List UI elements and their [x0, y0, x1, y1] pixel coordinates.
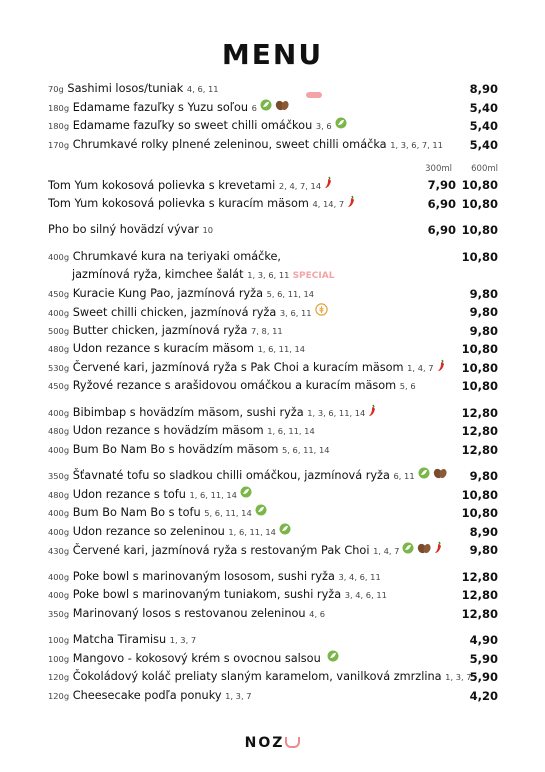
item-price: 5,90 — [469, 670, 498, 684]
item-price: 12,80 — [461, 569, 498, 584]
item-price-small: 6,90 — [427, 196, 456, 211]
item-price: 10,80 — [461, 379, 498, 393]
size-header-large: 600ml — [471, 164, 498, 174]
item-weight: 400g — [48, 590, 70, 600]
item-allergens: 1, 3, 7 — [225, 690, 252, 701]
item-name: Mangovo - kokosový krém s ovocnou salsou — [69, 651, 325, 665]
item-name: Šťavnaté tofu so sladkou chilli omáčkou, jazmínová ryža — [69, 469, 394, 483]
item-weight: 480g — [48, 489, 70, 500]
menu-item — [48, 340, 498, 359]
seed-icon — [417, 542, 431, 561]
menu-item — [48, 221, 498, 240]
item-weight: 180g — [48, 121, 70, 132]
item-price: 10,80 — [461, 178, 498, 192]
menu-list — [48, 80, 498, 705]
item-name: Bum Bo Nam Bo s hovädzím mäsom — [69, 442, 282, 456]
item-price: 10,80 — [461, 342, 498, 356]
chili-icon — [368, 404, 377, 424]
item-name: Pho bo silný hovädzí vývar — [48, 223, 203, 236]
item-weight: 400g — [48, 251, 70, 262]
item-price: 12,80 — [461, 588, 498, 602]
item-weight: 400g — [48, 307, 70, 318]
item-name: Udon rezance s kuracím mäsom — [69, 342, 258, 355]
item-price: 4,20 — [469, 688, 498, 703]
item-name: Tom Yum kokosová polievka s kuracím mäsom — [48, 197, 313, 211]
menu-item — [48, 467, 498, 486]
item-name: Tom Yum kokosová polievka s krevetami — [48, 178, 279, 192]
item-price: 10,80 — [461, 506, 498, 520]
item-name: Ryžové rezance s arašidovou omáčkou a kuracím mäsom — [69, 379, 400, 392]
menu-item — [48, 195, 498, 214]
item-weight: 430g — [48, 545, 70, 556]
item-weight: 70g — [48, 84, 64, 94]
item-allergens: 5, 6 — [399, 381, 416, 391]
item-price: 12,80 — [461, 405, 498, 420]
leaf-icon — [327, 650, 339, 669]
item-weight: 400g — [48, 508, 70, 519]
item-allergens: 4, 6 — [309, 608, 326, 619]
item-weight: 180g — [48, 102, 70, 113]
item-weight: 100g — [48, 635, 70, 645]
item-weight: 480g — [48, 426, 70, 436]
item-price: 10,80 — [461, 196, 498, 211]
menu-item — [48, 441, 498, 460]
item-allergens: 6 — [251, 102, 257, 113]
size-header-small: 300ml — [425, 164, 452, 174]
item-allergens: 1, 6, 11, 14 — [189, 489, 237, 500]
item-name: Matcha Tiramisu — [69, 633, 170, 646]
item-name: Edamame fazuľky so sweet chilli omáčkou — [69, 119, 316, 133]
menu-item — [48, 359, 498, 378]
item-weight: 450g — [48, 288, 70, 299]
item-weight: 120g — [48, 690, 70, 701]
item-price: 5,90 — [469, 651, 498, 666]
item-price: 8,90 — [469, 82, 498, 96]
item-allergens: 6, 11 — [393, 471, 415, 482]
menu-item — [48, 650, 498, 669]
item-price-small: 6,90 — [427, 223, 456, 237]
item-weight: 530g — [48, 363, 70, 374]
item-name: Marinovaný losos s restovanou zeleninou — [69, 606, 310, 620]
menu-item — [48, 668, 498, 687]
item-weight: 480g — [48, 344, 70, 354]
item-allergens: 4, 6, 11 — [186, 84, 219, 94]
leaf-icon — [279, 523, 291, 542]
item-price: 10,80 — [461, 360, 498, 375]
menu-item — [48, 117, 498, 136]
menu-item — [48, 586, 498, 605]
item-allergens: 1, 4, 7 — [373, 545, 400, 556]
item-name: Červené kari, jazmínová ryža s restovaným Pak Choi — [69, 543, 374, 557]
item-allergens: 1, 4, 7 — [407, 363, 434, 374]
item-price: 8,90 — [469, 524, 498, 539]
item-name: Udon rezance s tofu — [69, 487, 190, 501]
item-weight: 500g — [48, 325, 70, 336]
item-weight: 450g — [48, 381, 70, 391]
chili-icon — [434, 541, 443, 561]
item-price: 9,80 — [469, 323, 498, 338]
menu-item — [48, 404, 498, 423]
item-price: 5,40 — [469, 100, 498, 115]
leaf-icon — [255, 504, 267, 523]
item-weight: 400g — [48, 526, 70, 537]
leaf-icon — [402, 542, 414, 561]
item-name: Udon rezance so zeleninou — [69, 524, 229, 538]
menu-title-text: MENU — [221, 38, 324, 71]
item-price: 10,80 — [461, 223, 498, 237]
chili-icon — [324, 176, 333, 196]
leaf-icon — [240, 486, 252, 505]
item-allergens: 1, 6, 11, 14 — [257, 344, 306, 354]
menu-item — [48, 377, 498, 396]
item-name: Chrumkavé rolky plnené zeleninou, sweet chilli omáčka — [69, 137, 391, 151]
item-name: jazmínová ryža, kimchee šalát — [72, 268, 248, 281]
item-name: Cheesecake podľa ponuky — [69, 688, 226, 702]
menu-item — [48, 486, 498, 505]
menu-item — [48, 164, 498, 195]
menu-item — [48, 422, 498, 441]
item-price: 9,80 — [469, 543, 498, 557]
item-price: 9,80 — [469, 305, 498, 319]
gluten-free-icon — [315, 303, 328, 323]
item-allergens: 1, 3, 7 — [445, 672, 472, 682]
item-name: Udon rezance s hovädzím mäsom — [69, 424, 268, 437]
item-name: Červené kari, jazmínová ryža s Pak Choi a kuracím mäsom — [69, 361, 408, 375]
item-weight: 400g — [48, 408, 70, 419]
item-price: 4,90 — [469, 633, 498, 647]
item-allergens: 1, 3, 6, 11, 14 — [307, 408, 366, 419]
item-allergens: 3, 4, 6, 11 — [338, 571, 381, 582]
item-allergens: 5, 6, 11, 14 — [204, 508, 252, 519]
item-allergens: 4, 14, 7 — [312, 199, 345, 210]
item-price-small: 7,90 — [427, 178, 456, 192]
item-weight: 400g — [48, 444, 70, 455]
logo-u-mark — [285, 737, 300, 748]
item-price: 10,80 — [461, 487, 498, 502]
item-allergens: 7, 8, 11 — [251, 325, 283, 336]
menu-item — [48, 248, 498, 267]
chili-icon — [347, 195, 356, 215]
item-weight: 170g — [48, 139, 70, 150]
menu-item — [48, 99, 498, 118]
menu-item — [48, 541, 498, 560]
menu-item — [48, 568, 498, 587]
menu-item — [48, 136, 498, 155]
special-badge: SPECIAL — [289, 271, 335, 281]
chili-icon — [437, 359, 446, 379]
menu-item — [48, 266, 498, 285]
item-price: 12,80 — [461, 424, 498, 438]
item-name: Bibimbap s hovädzím mäsom, sushi ryža — [69, 406, 308, 420]
item-weight: 400g — [48, 571, 70, 582]
item-allergens: 3, 6, 11 — [279, 307, 312, 318]
item-allergens: 1, 6, 11, 14 — [267, 426, 315, 436]
leaf-icon — [335, 117, 347, 136]
item-name: Poke bowl s marinovaným lososom, sushi ryža — [69, 569, 339, 583]
item-allergens: 1, 3, 7 — [169, 635, 197, 645]
item-weight: 350g — [48, 608, 70, 619]
item-name: Čokoládový koláč preliaty slaným karamelom, vanilková zmrzlina — [69, 670, 446, 683]
item-allergens: 5, 6, 11, 14 — [282, 444, 330, 455]
item-price: 12,80 — [461, 606, 498, 621]
item-allergens: 3, 4, 6, 11 — [344, 590, 387, 600]
item-name: Sashimi losos/tuniak — [63, 82, 187, 95]
menu-item — [48, 322, 498, 341]
item-weight: 350g — [48, 471, 70, 482]
menu-item — [48, 523, 498, 542]
item-allergens: 1, 3, 6, 11 — [247, 270, 290, 280]
item-weight: 120g — [48, 672, 70, 682]
item-name: Sweet chilli chicken, jazmínová ryža — [69, 305, 280, 319]
leaf-icon — [418, 467, 430, 486]
item-weight: 100g — [48, 653, 70, 664]
item-name: Poke bowl s marinovaným tuniakom, sushi ryža — [69, 588, 345, 601]
item-price: 12,80 — [461, 442, 498, 457]
item-allergens: 1, 6, 11, 14 — [228, 526, 276, 537]
item-allergens: 1, 3, 6, 7, 11 — [390, 139, 443, 150]
item-allergens: 10 — [202, 225, 214, 235]
item-name: Kuracie Kung Pao, jazmínová ryža — [69, 286, 267, 300]
item-price: 9,80 — [469, 286, 498, 301]
item-price: 10,80 — [461, 249, 498, 264]
menu-title — [0, 38, 545, 71]
menu-item — [48, 687, 498, 706]
menu-item — [48, 605, 498, 624]
item-price: 5,40 — [469, 119, 498, 133]
seed-icon — [433, 467, 447, 486]
item-name: Chrumkavé kura na teriyaki omáčke, — [69, 249, 282, 263]
item-name: Bum Bo Nam Bo s tofu — [69, 506, 205, 520]
menu-item — [48, 285, 498, 304]
item-name: Edamame fazuľky s Yuzu soľou — [69, 100, 252, 114]
footer-logo: NOZ — [0, 735, 545, 751]
leaf-icon — [260, 99, 272, 118]
menu-item — [48, 631, 498, 650]
item-allergens: 2, 4, 7, 14 — [278, 180, 322, 191]
menu-item — [48, 504, 498, 523]
seed-icon — [275, 99, 289, 118]
item-allergens: 3, 6 — [315, 121, 332, 132]
menu-item — [48, 303, 498, 322]
item-price: 5,40 — [469, 137, 498, 152]
item-allergens: 5, 6, 11, 14 — [266, 288, 315, 299]
menu-item — [48, 80, 498, 99]
item-price: 9,80 — [469, 469, 498, 483]
item-name: Butter chicken, jazmínová ryža — [69, 323, 251, 337]
